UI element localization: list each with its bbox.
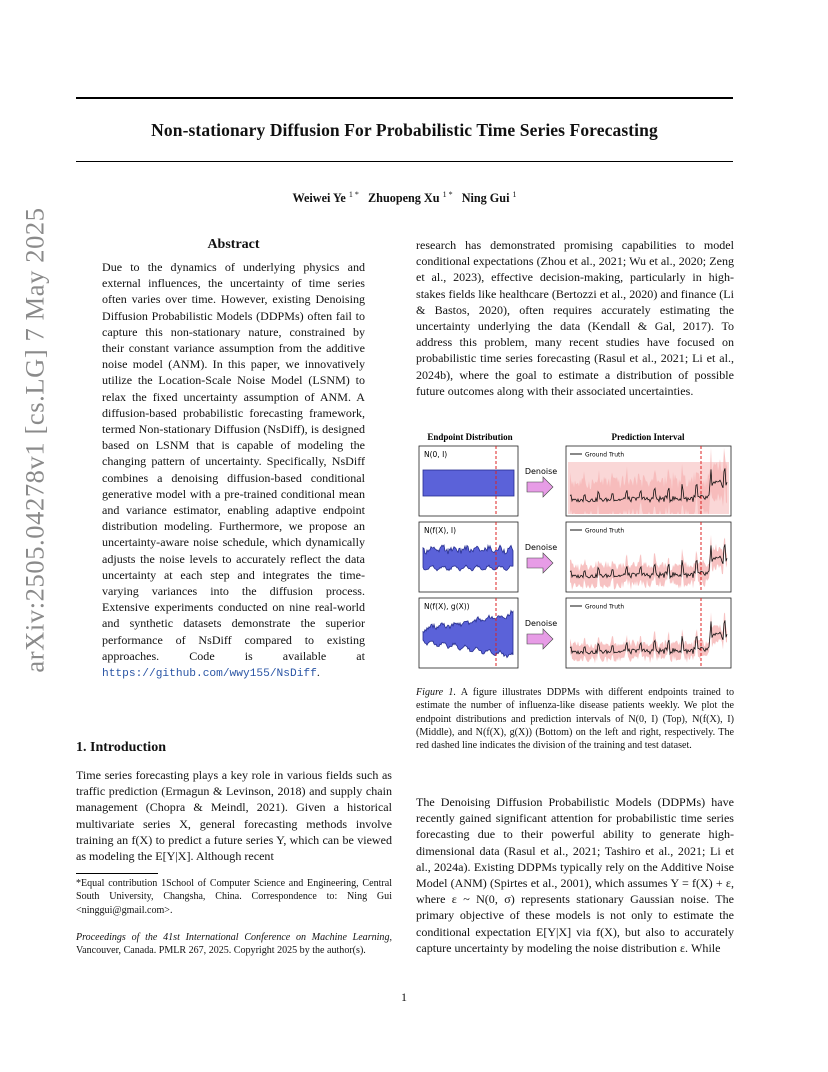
- figure-left-title: Endpoint Distribution: [427, 432, 513, 442]
- footnote: *Equal contribution 1School of Computer Science and Engineering, Central South University, Changsha, China. Correspondence to: Ning Gui <ninggui@gmail.com>.: [76, 878, 392, 916]
- interval-band: [570, 535, 727, 590]
- author-affiliation: 1: [512, 190, 517, 199]
- figure-rows: [419, 446, 731, 668]
- figure-caption: [416, 686, 734, 752]
- page-number: 1: [401, 990, 407, 1004]
- arxiv-stamp: [5, 80, 65, 800]
- denoise-arrow: [527, 629, 553, 649]
- introduction-body: [76, 767, 392, 864]
- abstract-body: [102, 259, 365, 682]
- author-list: [76, 190, 733, 206]
- abstract-heading: Abstract: [207, 237, 260, 252]
- author-name: Ning Gui: [461, 191, 510, 206]
- title-rule-bottom: [76, 161, 733, 162]
- proceedings-note: [76, 931, 392, 958]
- author-affiliation: 1 *: [348, 190, 359, 199]
- endpoint-fill: [423, 545, 513, 571]
- proceedings-venue: Proceedings of the 41st International Conference on Machine Learning: [76, 932, 390, 943]
- denoise-arrow: [527, 477, 553, 497]
- right-column-text-bottom: [416, 794, 734, 956]
- footnote-rule: [76, 873, 158, 874]
- endpoint-label: N(f(X), g(X)): [424, 602, 470, 611]
- paragraph: research has demonstrated promising capabilities to model conditional expectations (Zhou et al., 2021; Wu et al., 2020; Zeng et al., 2023), effective decision-making, particularly in high-stakes fields like healthcare (Bertozzi et al., 2020) and finance (Li & Bastos, 2020), often requires accurately estimating the uncertainty underlying the data (Kendall & Gal, 2017). To address this problem, many recent studies have focused on probabilistic time series forecasting (Rasul et al., 2021; Li et al., 2024b), where the goal to estimate a distribution of possible future outcomes along with their associated uncertainties.: [416, 238, 734, 398]
- endpoint-fill: [423, 470, 514, 496]
- denoise-arrow: [527, 553, 553, 573]
- proceedings-details: , Vancouver, Canada. PMLR 267, 2025. Copyright 2025 by the author(s).: [76, 932, 392, 957]
- legend-label: Ground Truth: [585, 603, 625, 611]
- section-heading-introduction: 1. Introduction: [76, 740, 166, 755]
- abstract-text: Due to the dynamics of underlying physics and external influences, the uncertainty of time series often varies over time. However, existing Denoising Diffusion Probabilistic Models (DDPMs) often fail to capture this non-stationary nature, constrained by their constant variance assumption from the additive noise model (ANM). In this paper, we innovatively utilize the Location-Scale Noise Model (LSNM) to relax the fixed uncertainty assumption of ANM. A diffusion-based probabilistic forecasting framework, termed Non-stationary Diffusion (NsDiff), is designed based on LSNM that is capable of modeling the changing pattern of uncertainty. Specifically, NsDiff combines a denoising diffusion-based conditional generative model with a pre-trained conditional mean and variance estimator, enabling adaptive endpoint distribution modeling. Furthermore, we propose an uncertainty-aware noise schedule, which dynamically adjusts the noise levels to accurately reflect the data uncertainty at each step and integrates the time-varying variances into the diffusion process. Extensive experiments conducted on nine real-world and synthetic datasets demonstrate the superior performance of NsDiff compared to existing approaches. Code is available at: [102, 260, 365, 663]
- right-column-text-top: [416, 237, 734, 399]
- figure-label: Figure 1.: [416, 687, 456, 698]
- endpoint-label: N(f(X), I): [424, 526, 457, 535]
- introduction-text: Time series forecasting plays a key role in various fields such as traffic prediction (Ermagun & Levinson, 2018) and supply chain management (Chopra & Meindl, 2021). Given a historical multivariate series X, general forecasting methods involve training an f(X) to predict a future series Y, which can be viewed as modeling the E[Y|X]. Although recent: [76, 768, 392, 864]
- legend-label: Ground Truth: [585, 451, 625, 459]
- interval-band: [570, 612, 727, 663]
- code-link[interactable]: https://github.com/wwy155/NsDiff: [102, 668, 317, 681]
- caption-text: A figure illustrates DDPMs with different endpoints trained to estimate the number of influenza-like disease patients weekly. We plot the endpoint distributions and prediction intervals of N(0, I) (Top), N(f(X), I) (Middle), and N(f(X), g(X)) (Bottom) on the left and right, respectively. The red dashed line indicates the division of the training and test dataset.: [416, 687, 734, 752]
- arrow-label: Denoise: [524, 543, 558, 552]
- title-rule-top: [76, 97, 733, 99]
- abstract-end: .: [316, 665, 320, 680]
- paper-title: Non-stationary Diffusion For Probabilistic Time Series Forecasting: [151, 120, 658, 140]
- legend-label: Ground Truth: [585, 527, 625, 535]
- paragraph: The Denoising Diffusion Probabilistic Models (DDPMs) have recently gained significant attention for probabilistic time series forecasting due to their powerful ability to generate high-dimensional data (Rasul et al., 2021; Tashiro et al., 2021; Li et al., 2024a). Existing DDPMs typically rely on the Additive Noise Model (ANM) (Spirtes et al., 2001), which assumes Y = f(X) + ε, where ε ~ N(0, σ) represents stationary Gaussian noise. The primary objective of these models is not only to estimate the conditional expectation E[Y|X] via f(X), but also to accurately capture uncertainty by modeling the noise distribution ε. While: [416, 795, 734, 955]
- endpoint-label: N(0, I): [424, 450, 448, 459]
- endpoint-fill: [423, 611, 513, 658]
- arrow-label: Denoise: [524, 619, 558, 628]
- arrow-label: Denoise: [524, 467, 558, 476]
- author-name: Zhuopeng Xu: [368, 191, 440, 206]
- author-affiliation: 1 *: [442, 190, 453, 199]
- figure-right-title: Prediction Interval: [611, 432, 685, 442]
- arxiv-id: arXiv:2505.04278v1 [cs.LG] 7 May 2025: [19, 207, 50, 673]
- figure-1: [416, 428, 736, 678]
- author-name: Weiwei Ye: [292, 191, 346, 206]
